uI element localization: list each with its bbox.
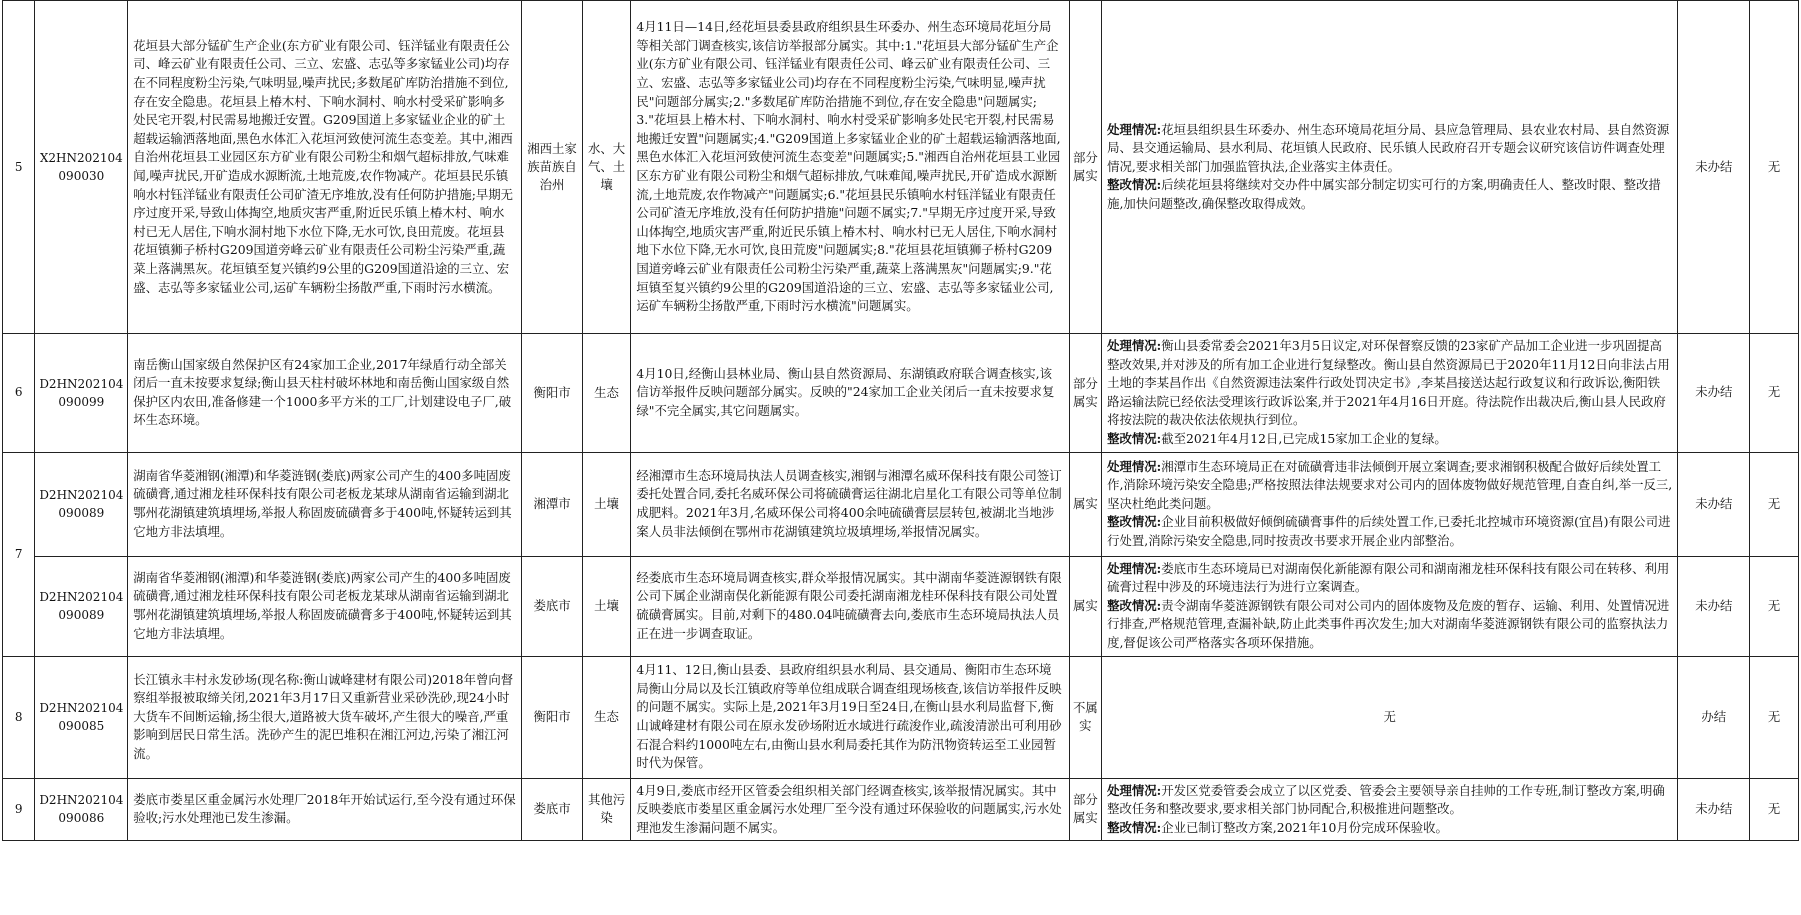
rectify-text: 截至2021年4月12日,已完成15家加工企业的复绿。 — [1161, 430, 1447, 446]
row-seq: 8 — [3, 656, 35, 778]
rectify-text: 企业目前积极做好倾倒硫磺膏事件的后续处置工作,已委托北控城市环境资源(宜昌)有限公司进行处置,消除污染安全隐患,同时按责改书要求开展企业内部整治。 — [1107, 514, 1671, 548]
pollution-type: 土壤 — [582, 556, 631, 656]
status: 未办结 — [1678, 334, 1750, 453]
accountability: 无 — [1750, 1, 1799, 334]
table-row — [3, 778, 1799, 841]
pollution-type: 生态 — [582, 334, 631, 453]
row-seq: 7 — [3, 452, 35, 656]
complaint-content: 南岳衡山国家级自然保护区有24家加工企业,2017年绿盾行动全部关闭后一直未按要求复绿;衡山县天柱村破坏林地和南岳衡山国家级自然保护区内农田,准备修建一个1000多平方米的工厂,计划建设电子厂,破坏生态环境。 — [128, 334, 522, 453]
verdict: 属实 — [1069, 452, 1101, 556]
complaint-content: 湖南省华菱湘钢(湘潭)和华菱涟钢(娄底)两家公司产生的400多吨固废硫磺膏,通过湘龙桂环保科技有限公司老板龙某球从湖南省运输到湖北鄂州花湖镇建筑填埋场,举报人称固废硫磺膏多于400吨,怀疑转运到其它地方非法填埋。 — [128, 556, 522, 656]
handling-text: 娄底市生态环境局已对湖南俣化新能源有限公司和湖南湘龙桂环保科技有限公司在转移、利用硫膏过程中涉及的环境违法行为进行立案调查。 — [1107, 560, 1670, 595]
investigation-result: 经娄底市生态环境局调查核实,群众举报情况属实。其中湖南华菱涟源钢铁有限公司下属企业湖南俣化新能源有限公司委托湖南湘龙桂环保科技有限公司处置硫磺膏属实。目前,对剩下的480.04吨硫磺膏去向,娄底市生态环境局执法人员正在进一步调查取证。 — [631, 556, 1069, 656]
accountability: 无 — [1750, 778, 1799, 841]
verdict: 部分属实 — [1069, 1, 1101, 334]
status: 未办结 — [1678, 452, 1750, 556]
handling-label: 处理情况: — [1107, 560, 1162, 576]
complaint-content: 长江镇永丰村永发砂场(现名称:衡山诚峰建材有限公司)2018年曾向督察组举报被取缔关闭,2021年3月17日又重新营业采砂洗砂,现24小时大货车不间断运输,扬尘很大,道路被大货车破坏,产生很大的噪音,严重影响到居民日常生活。洗砂产生的泥巴堆积在湘江河边,污染了湘江河流。 — [128, 656, 522, 778]
handling-text: 湘潭市生态环境局正在对硫磺膏违非法倾倒开展立案调查;要求湘钢积极配合做好后续处置工作,消除环境污染安全隐患;严格按照法律法规要求对公司内的固体废物做好规范管理,自查自纠,举一反三,坚决杜绝此类问题。 — [1107, 458, 1673, 511]
region: 衡阳市 — [522, 656, 582, 778]
investigation-result: 4月9日,娄底市经开区管委会组织相关部门经调查核实,该举报情况属实。其中反映娄底市娄星区重金属污水处理厂至今没有通过环保验收的问题属实,污水处理池发生渗漏问题不属实。 — [631, 778, 1069, 841]
table-row — [3, 556, 1799, 656]
table-row — [3, 452, 1799, 556]
handling-cell — [1102, 1, 1678, 334]
accountability: 无 — [1750, 334, 1799, 453]
verdict: 部分属实 — [1069, 334, 1101, 453]
status: 办结 — [1678, 656, 1750, 778]
pollution-type: 其他污染 — [582, 778, 631, 841]
complaint-code: X2HN202104090030 — [35, 1, 128, 334]
rectify-label: 整改情况: — [1107, 177, 1162, 193]
region: 湘潭市 — [522, 452, 582, 556]
complaint-content: 花垣县大部分锰矿生产企业(东方矿业有限公司、钰洋锰业有限责任公司、峰云矿业有限责任公司、三立、宏盛、志弘等多家锰业公司)均存在不同程度粉尘污染,气味明显,噪声扰民;多数尾矿库防治措施不到位,存在安全隐患。花垣县上椿木村、下响水洞村、响水村受采矿影响多处民宅开裂,村民需易地搬迁安置。G209国道上多家锰业企业的矿土超载运输洒落地面,黑色水体汇入花垣河致使河流生态变差。其中,湘西自治州花垣县工业园区东方矿业有限公司粉尘和烟气超标排放,气味难闻,噪声扰民,开矿造成水源断流,土地荒废,农作物减产。花垣县民乐镇响水村钰洋锰业有限责任公司矿渣无序堆放,没有任何防护措施;早期无序过度开采,导致山体掏空,地质灾害严重,附近民乐镇上椿木村、响水村已无人居住,下响水洞村地下水位下降,无水可饮,良田荒废。花垣县花垣镇狮子桥村G209国道旁峰云矿业有限责任公司粉尘污染严重,蔬菜上落满黑灰。花垣镇至复兴镇约9公里的G209国道沿途的三立、宏盛、志弘等多家锰业公司,运矿车辆粉尘扬散严重,下雨时污水横流。 — [128, 1, 522, 334]
rectify-label: 整改情况: — [1107, 597, 1162, 613]
region: 湘西土家族苗族自治州 — [522, 1, 582, 334]
handling-label: 处理情况: — [1107, 121, 1162, 137]
table-row — [3, 1, 1799, 334]
complaint-code: D2HN202104090086 — [35, 778, 128, 841]
handling-label: 处理情况: — [1107, 338, 1162, 353]
accountability: 无 — [1750, 556, 1799, 656]
rectify-label: 整改情况: — [1107, 430, 1162, 446]
complaint-code: D2HN202104090089 — [35, 556, 128, 656]
status: 未办结 — [1678, 778, 1750, 841]
investigation-result: 4月10日,经衡山县林业局、衡山县自然资源局、东湖镇政府联合调查核实,该信访举报件反映问题部分属实。反映的"24家加工企业关闭后一直未按要求复绿"不完全属实,其它问题属实。 — [631, 334, 1069, 453]
row-seq: 6 — [3, 334, 35, 453]
accountability: 无 — [1750, 656, 1799, 778]
handling-text: 花垣县组织县生环委办、州生态环境局花垣分局、县应急管理局、县农业农村局、县自然资源局、县交通运输局、县水利局、花垣镇人民政府、民乐镇人民政府召开专题会议研究该信访件调查处理情况,要求相关部门加强监管执法,企业落实主体责任。 — [1107, 121, 1670, 174]
handling-cell — [1102, 556, 1678, 656]
handling-cell — [1102, 778, 1678, 841]
result-none: 无 — [1102, 656, 1678, 778]
complaint-code: D2HN202104090085 — [35, 656, 128, 778]
row-seq: 9 — [3, 778, 35, 841]
region: 娄底市 — [522, 556, 582, 656]
status: 未办结 — [1678, 1, 1750, 334]
table-row — [3, 334, 1799, 453]
complaint-content: 湖南省华菱湘钢(湘潭)和华菱涟钢(娄底)两家公司产生的400多吨固废硫磺膏,通过湘龙桂环保科技有限公司老板龙某球从湖南省运输到湖北鄂州花湖镇建筑填埋场,举报人称固废硫磺膏多于400吨,怀疑转运到其它地方非法填埋。 — [128, 452, 522, 556]
region: 衡阳市 — [522, 334, 582, 453]
rectify-text: 企业已制订整改方案,2021年10月份完成环保验收。 — [1161, 819, 1448, 835]
handling-text: 开发区党委管委会成立了以区党委、管委会主要领导亲自挂帅的工作专班,制订整改方案,明确整改任务和整改要求,要求相关部门协同配合,积极推进问题整改。 — [1107, 782, 1665, 817]
pollution-type: 生态 — [582, 656, 631, 778]
handling-label: 处理情况: — [1107, 782, 1162, 798]
rectify-label: 整改情况: — [1107, 514, 1162, 530]
handling-text: 衡山县委常委会2021年3月5日议定,对环保督察反馈的23家矿产品加工企业进一步巩固提高整改效果,并对涉及的所有加工企业进行复绿整改。衡山县自然资源局已于2020年11月12日向非法占用土地的李某昌作出《自然资源违法案件行政处罚决定书》,李某昌接送达起行政复议和行政诉讼,衡阳铁路运输法院已经依法受理该行政诉讼案,并于2021年4月16日开庭。待法院作出裁决后,衡山县人民政府将按法院的裁决依法依规执行到位。 — [1107, 338, 1670, 428]
pollution-type: 水、大气、土壤 — [582, 1, 631, 334]
pollution-type: 土壤 — [582, 452, 631, 556]
verdict: 不属实 — [1069, 656, 1101, 778]
complaint-code: D2HN202104090089 — [35, 452, 128, 556]
rectify-label: 整改情况: — [1107, 819, 1162, 835]
complaint-table — [2, 0, 1799, 841]
rectify-text: 后续花垣县将继续对交办件中属实部分制定切实可行的方案,明确责任人、整改时限、整改措施,加快问题整改,确保整改取得成效。 — [1107, 177, 1661, 211]
verdict: 属实 — [1069, 556, 1101, 656]
handling-cell — [1102, 334, 1678, 453]
status: 未办结 — [1678, 556, 1750, 656]
rectify-text: 责令湖南华菱涟源钢铁有限公司对公司内的固体废物及危废的暂存、运输、利用、处置情况进行排查,严格规范管理,查漏补缺,防止此类事件再次发生;加大对湖南华菱涟源钢铁有限公司的监察执法力度,督促该公司严格落实各项环保措施。 — [1107, 597, 1670, 650]
row-seq: 5 — [3, 1, 35, 334]
region: 娄底市 — [522, 778, 582, 841]
handling-label: 处理情况: — [1107, 458, 1162, 474]
accountability: 无 — [1750, 452, 1799, 556]
verdict: 部分属实 — [1069, 778, 1101, 841]
investigation-result: 经湘潭市生态环境局执法人员调查核实,湘钢与湘潭名威环保科技有限公司签订委托处置合同,委托名威环保公司将硫磺膏运往湖北启星化工有限公司等单位制成肥料。2021年3月,名威环保公司将400余吨硫磺膏层层转包,被湖北当地涉案人员非法倾倒在鄂州市花湖镇建筑垃圾填埋场,举报情况属实。 — [631, 452, 1069, 556]
complaint-code: D2HN202104090099 — [35, 334, 128, 453]
complaint-content: 娄底市娄星区重金属污水处理厂2018年开始试运行,至今没有通过环保验收;污水处理池已发生渗漏。 — [128, 778, 522, 841]
table-row — [3, 656, 1799, 778]
handling-cell — [1102, 452, 1678, 556]
investigation-result: 4月11日—14日,经花垣县委县政府组织县生环委办、州生态环境局花垣分局等相关部门调查核实,该信访举报部分属实。其中:1."花垣县大部分锰矿生产企业(东方矿业有限公司、钰洋锰业有限责任公司、峰云矿业有限责任公司、三立、宏盛、志弘等多家锰业公司)均存在不同程度粉尘污染,气味明显,噪声扰民"问题部分属实;2."多数尾矿库防治措施不到位,存在安全隐患"问题属实;3."花垣县上椿木村、下响水洞村、响水村受采矿影响多处民宅开裂,村民需易地搬迁安置"问题属实;4."G209国道上多家锰业企业的矿土超载运输洒落地面,黑色水体汇入花垣河致使河流生态变差"问题属实;5."湘西自治州花垣县工业园区东方矿业有限公司粉尘和烟气超标排放,气味难闻,噪声扰民,开矿造成水源断流,土地荒废,农作物减产"问题属实;6."花垣县民乐镇响水村钰洋锰业有限责任公司矿渣无序堆放,没有任何防护措施"问题不属实;7."早期无序过度开采,导致山体掏空,地质灾害严重,附近民乐镇上椿木村、响水村已无人居住,下响水洞村地下水位下降,无水可饮,良田荒废"问题属实;8."花垣县花垣镇狮子桥村G209国道旁峰云矿业有限责任公司粉尘污染严重,蔬菜上落满黑灰"问题属实;9."花垣镇至复兴镇约9公里的G209国道沿途的三立、宏盛、志弘等多家锰业公司,运矿车辆粉尘扬散严重,下雨时污水横流"问题属实。 — [631, 1, 1069, 334]
investigation-result: 4月11、12日,衡山县委、县政府组织县水利局、县交通局、衡阳市生态环境局衡山分局以及长江镇政府等单位组成联合调查组现场核查,该信访举报件反映的问题不属实。实际上是,2021年3月19日至24日,在衡山县水利局监督下,衡山诚峰建材有限公司在原永发砂场附近水域进行疏浚作业,疏浚清淤出可利用砂石混合料约1000吨左右,由衡山县水利局委托其作为防汛物资转运至工业园暂时代为保管。 — [631, 656, 1069, 778]
